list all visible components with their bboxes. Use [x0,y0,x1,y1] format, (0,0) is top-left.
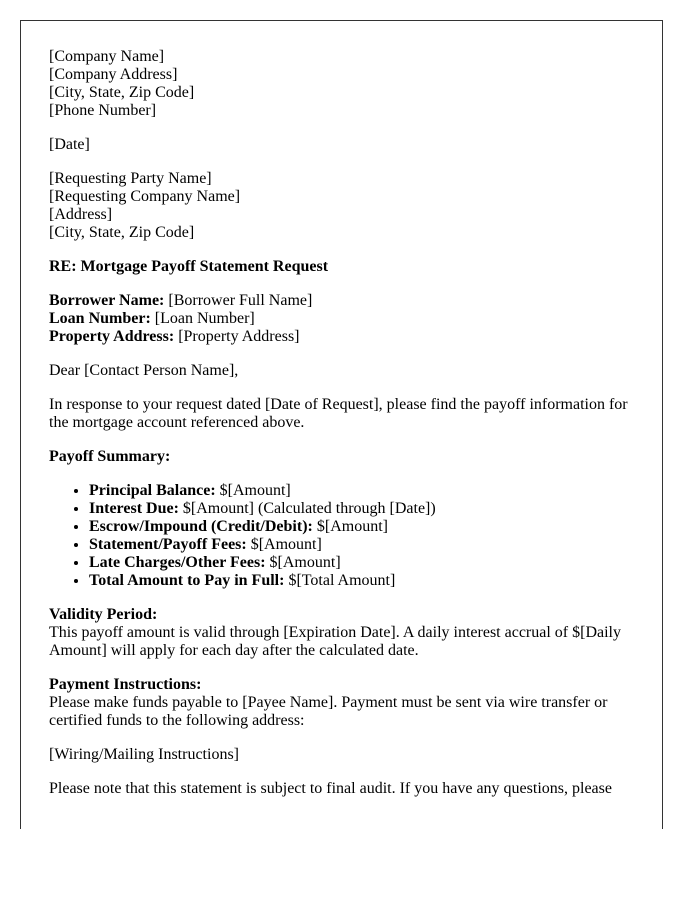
list-item [89,500,634,518]
item-label: Interest Due: [89,500,179,517]
item-value: $[Amount] [246,536,322,553]
intro-paragraph: In response to your request dated [Date of Request], please find the payoff information for the mortgage account referenced above. [49,396,628,431]
payoff-summary-heading [49,448,634,466]
item-value: $[Total Amount] [284,572,396,589]
validity-heading: Validity Period: [49,606,158,623]
validity-section [49,606,634,660]
recipient-party-name: [Requesting Party Name] [49,170,212,187]
sender-block [49,48,634,120]
recipient-block [49,170,634,242]
payoff-summary-heading-text: Payoff Summary: [49,448,171,465]
subject-line [49,258,634,276]
wiring-instructions: [Wiring/Mailing Instructions] [49,746,239,763]
list-item [89,572,634,590]
letter-date: [Date] [49,136,90,153]
item-value: $[Amount] [215,482,291,499]
subject-text: RE: Mortgage Payoff Statement Request [49,258,329,275]
sender-phone: [Phone Number] [49,102,157,119]
list-item [89,482,634,500]
payment-text: Please make funds payable to [Payee Name]. Payment must be sent via wire transfer or certified funds to the following address: [49,694,608,729]
item-label: Total Amount to Pay in Full: [89,572,285,589]
validity-text: This payoff amount is valid through [Expiration Date]. A daily interest accrual of $[Daily Amount] will apply for each day after the calculated date. [49,624,621,659]
closing-paragraph: Please note that this statement is subject to final audit. If you have any questions, please [49,780,612,797]
property-address-value: [Property Address] [174,328,300,345]
list-item [89,554,634,572]
recipient-address: [Address] [49,206,113,223]
loan-number-value: [Loan Number] [150,310,255,327]
loan-number-label: Loan Number: [49,310,151,327]
payment-section [49,676,634,730]
item-value: $[Amount] [265,554,341,571]
recipient-city-state-zip: [City, State, Zip Code] [49,224,195,241]
item-value: $[Amount] [312,518,388,535]
letter-page [20,20,663,829]
salutation: Dear [Contact Person Name], [49,362,239,379]
item-label: Late Charges/Other Fees: [89,554,266,571]
recipient-company-name: [Requesting Company Name] [49,188,241,205]
item-label: Principal Balance: [89,482,216,499]
payoff-summary-list [49,482,634,590]
sender-city-state-zip: [City, State, Zip Code] [49,84,195,101]
sender-company-address: [Company Address] [49,66,178,83]
borrower-label: Borrower Name: [49,292,165,309]
borrower-value: [Borrower Full Name] [164,292,313,309]
payment-heading: Payment Instructions: [49,676,202,693]
property-address-label: Property Address: [49,328,175,345]
item-label: Escrow/Impound (Credit/Debit): [89,518,313,535]
list-item [89,518,634,536]
list-item [89,536,634,554]
item-value: $[Amount] (Calculated through [Date]) [178,500,436,517]
item-label: Statement/Payoff Fees: [89,536,247,553]
sender-company-name: [Company Name] [49,48,165,65]
loan-info [49,292,634,346]
